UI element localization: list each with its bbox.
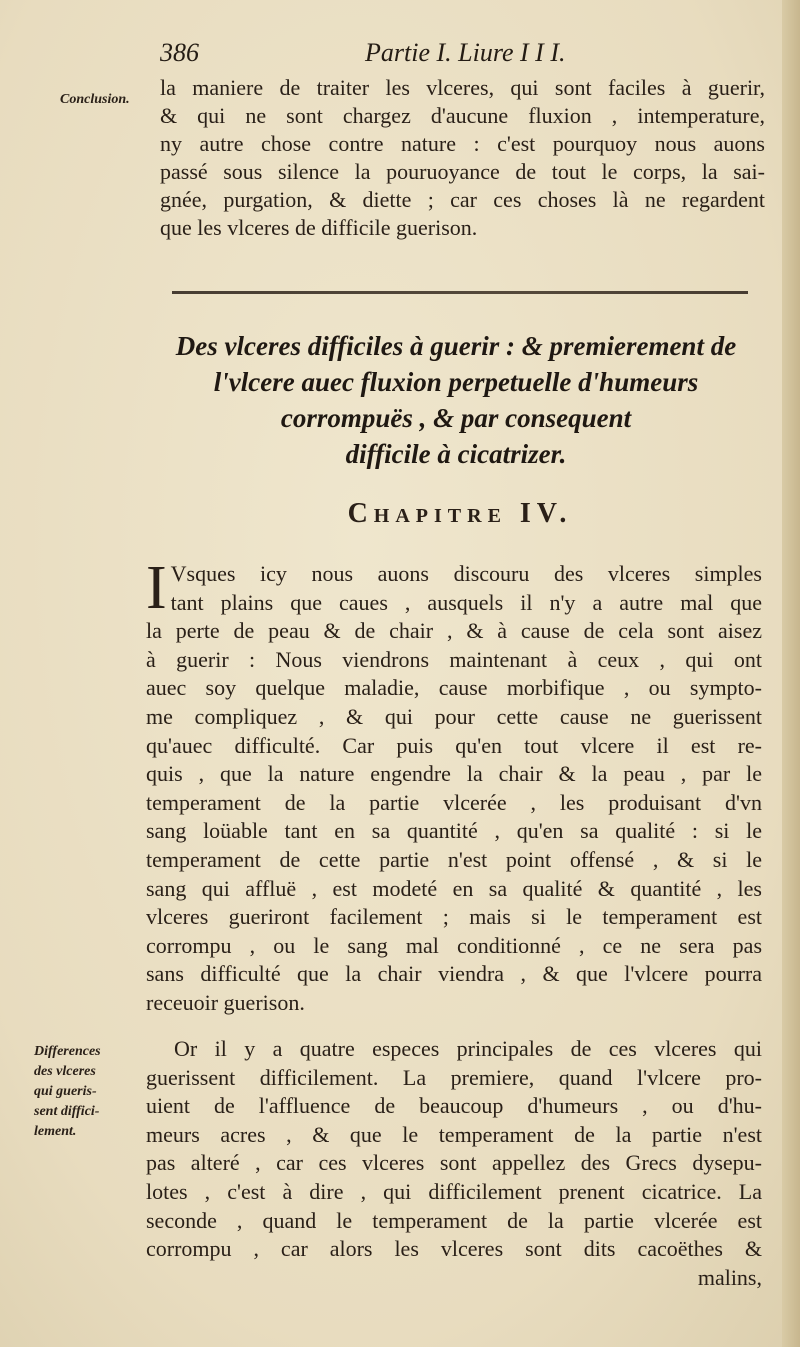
text-line: que les vlceres de difficile guerison. <box>160 215 478 240</box>
text-line: corrompu , car alors les vlceres sont dits cacoëthes & <box>146 1236 762 1262</box>
text-line: quis , que la nature engendre la chair & la peau , par le <box>146 761 762 787</box>
text-line: Or il y a quatre especes principales de ces vlceres qui <box>174 1036 762 1061</box>
text-line: qu'auec difficulté. Car puis qu'en tout vlcere il est re- <box>146 732 762 758</box>
margin-note-differences <box>34 1042 144 1142</box>
text-line: seconde , quand le temperament de la partie vlcerée est <box>146 1207 762 1233</box>
text-line: sang loüable tant en sa quantité , qu'en sa qualité : si le <box>146 818 762 844</box>
running-title: Partie I. Liure I I I. <box>365 38 566 67</box>
text-line: meurs acres , & que le temperament de la partie n'est <box>146 1121 762 1147</box>
intro-paragraph <box>160 74 765 242</box>
margin-note-line: Differences <box>34 1044 101 1059</box>
running-header <box>160 38 630 78</box>
section-divider-rule <box>172 291 748 294</box>
margin-note-conclusion: Conclusion. <box>60 92 130 107</box>
text-line: Vsques icy nous auons discouru des vlceres simples <box>170 561 762 586</box>
text-line: passé sous silence la pouruoyance de tout le corps, la sai- <box>160 159 765 184</box>
page-number: 386 <box>160 38 199 67</box>
text-line: la maniere de traiter les vlceres, qui sont faciles à guerir, <box>160 75 765 100</box>
text-line: me compliquez , & qui pour cette cause ne guerissent <box>146 703 762 729</box>
text-line: la perte de peau & de chair , & à cause de cela sont aisez <box>146 618 762 644</box>
text-line: lotes , c'est à dire , qui difficilement prenent cicatrice. La <box>146 1178 762 1204</box>
text-line: sang qui affluë , est modeté en sa qualité & quantité , les <box>146 875 762 901</box>
text-line: vlceres gueriront facilement ; mais si le temperament est <box>146 904 762 930</box>
text-line: gnée, purgation, & diette ; car ces choses là ne regardent <box>160 187 765 212</box>
title-line: corrompuës , & par consequent <box>280 403 632 433</box>
page-gutter <box>782 0 800 1347</box>
text-line: pas alteré , car ces vlceres sont appellez des Grecs dysepu- <box>146 1150 762 1176</box>
title-line: Des vlceres difficiles à guerir : & premierement de <box>175 331 737 361</box>
title-line: difficile à cicatrizer. <box>345 439 567 469</box>
margin-note-line: lement. <box>34 1124 77 1139</box>
text-line: uient de l'affluence de beaucoup d'humeurs , ou d'hu- <box>146 1093 762 1119</box>
text-line: tant plains que caues , ausquels il n'y a autre mal que <box>170 589 762 615</box>
body-paragraph-1 <box>146 554 762 1018</box>
text-line: corrompu , ou le sang mal conditionné , ce ne sera pas <box>146 932 762 958</box>
margin-note-line: sent diffici- <box>34 1104 100 1119</box>
chapter-heading: Chapitre IV. <box>347 498 573 529</box>
text-line: auec soy quelque maladie, cause morbifique , ou sympto- <box>146 675 762 701</box>
text-line: temperament de la partie vlcerée , les produisant d'vn <box>146 789 762 815</box>
text-line: temperament de cette partie n'est point offensé , & si le <box>146 846 762 872</box>
text-line: & qui ne sont chargez d'aucune fluxion , intemperature, <box>160 103 765 128</box>
catchword: malins, <box>697 1264 762 1290</box>
text-line: ny autre chose contre nature : c'est pourquoy nous auons <box>160 131 765 156</box>
drop-cap: I <box>146 554 167 622</box>
title-line: l'vlcere auec fluxion perpetuelle d'humeurs <box>213 367 699 397</box>
section-title <box>150 328 762 472</box>
margin-note-line: des vlceres <box>34 1064 96 1079</box>
text-line: guerissent difficilement. La premiere, quand l'vlcere pro- <box>146 1064 762 1090</box>
body-paragraph-2 <box>146 1035 762 1292</box>
text-line: à guerir : Nous viendrons maintenant à ceux , qui ont <box>146 646 762 672</box>
text-line: receuoir guerison. <box>146 989 305 1015</box>
margin-note-line: qui gueris- <box>34 1084 97 1099</box>
text-line: sans difficulté que la chair viendra , & que l'vlcere pourra <box>146 961 762 987</box>
